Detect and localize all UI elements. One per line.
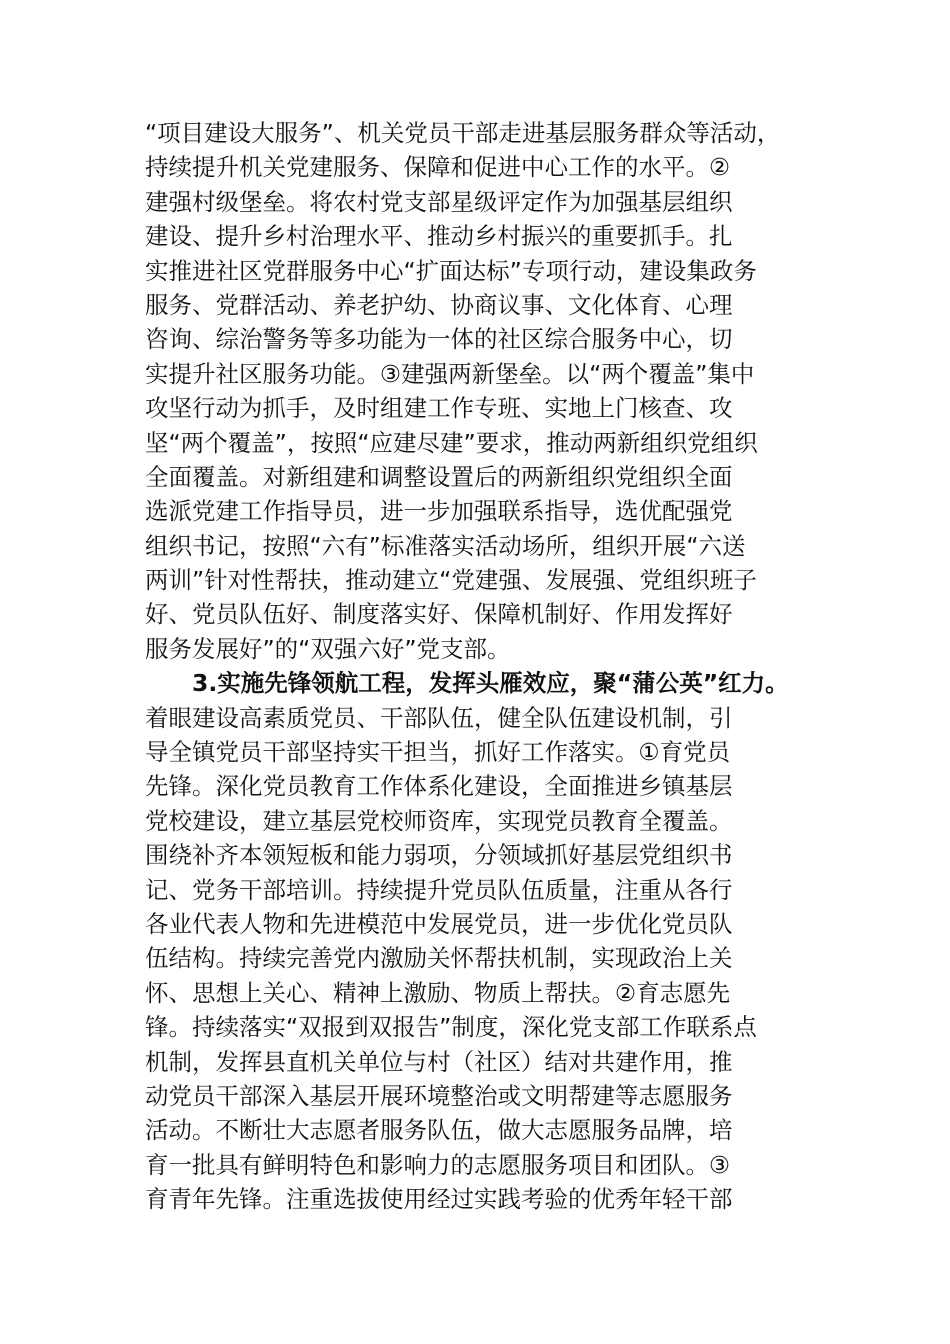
text-line-9: 攻坚行动为抓手，及时组建工作专班、实地上门核查、攻 [145, 394, 733, 423]
text-line-6: 服务、党群活动、养老护幼、协商议事、文化体育、心理 [145, 290, 733, 319]
text-line-22: 围绕补齐本领短板和能力弱项，分领域抓好基层党组织书 [145, 841, 733, 870]
text-line-13: 组织书记，按照“六有”标准落实活动场所，组织开展“六送 [145, 531, 746, 560]
text-line-5: 实推进社区党群服务中心“扩面达标”专项行动，建设集政务 [145, 256, 757, 285]
text-line-23: 记、党务干部培训。持续提升党员队伍质量，注重从各行 [145, 875, 733, 904]
text-line-7: 咨询、综治警务等多功能为一体的社区综合服务中心，切 [145, 325, 733, 354]
text-line-12: 选派党建工作指导员，进一步加强联系指导，选优配强党 [145, 497, 733, 526]
text-line-27: 锋。持续落实“双报到双报告”制度，深化党支部工作联系点 [145, 1013, 757, 1042]
body-text [145, 116, 835, 1217]
text-line-26: 怀、思想上关心、精神上激励、物质上帮扶。②育志愿先 [145, 978, 731, 1007]
text-line-29: 动党员干部深入基层开展环境整治或文明帮建等志愿服务 [145, 1081, 733, 1110]
text-line-24: 各业代表人物和先进模范中发展党员，进一步优化党员队 [145, 909, 733, 938]
text-line-32: 育青年先锋。注重选拔使用经过实践考验的优秀年轻干部 [145, 1185, 733, 1214]
text-line-8: 实提升社区服务功能。③建强两新堡垒。以“两个覆盖”集中 [145, 359, 755, 388]
text-line-16: 服务发展好”的“双强六好”党支部。 [145, 634, 511, 663]
text-line-15: 好、党员队伍好、制度落实好、保障机制好、作用发挥好 [145, 600, 733, 629]
text-line-18: 着眼建设高素质党员、干部队伍，健全队伍建设机制，引 [145, 703, 733, 732]
text-line-14: 两训”针对性帮扶，推动建立“党建强、发展强、党组织班子 [145, 566, 757, 595]
text-line-11: 全面覆盖。对新组建和调整设置后的两新组织党组织全面 [145, 462, 733, 491]
section-heading: 3.实施先锋领航工程，发挥头雁效应，聚“蒲公英”红力。 [192, 669, 789, 698]
text-line-20: 先锋。深化党员教育工作体系化建设，全面推进乡镇基层 [145, 772, 733, 801]
text-line-10: 坚“两个覆盖”，按照“应建尽建”要求，推动两新组织党组织 [145, 428, 758, 457]
text-line-30: 活动。不断壮大志愿者服务队伍，做大志愿服务品牌，培 [145, 1116, 733, 1145]
text-line-3: 建强村级堡垒。将农村党支部星级评定作为加强基层组织 [145, 187, 733, 216]
text-line-19: 导全镇党员干部坚持实干担当，抓好工作落实。①育党员 [145, 738, 731, 767]
text-line-25: 伍结构。持续完善党内激励关怀帮扶机制，实现政治上关 [145, 944, 733, 973]
text-line-1: “项目建设大服务”、机关党员干部走进基层服务群众等活动， [145, 119, 781, 147]
text-line-21: 党校建设，建立基层党校师资库，实现党员教育全覆盖。 [145, 806, 733, 835]
text-line-28: 机制，发挥县直机关单位与村（社区）结对共建作用，推 [145, 1047, 733, 1076]
text-line-4: 建设、提升乡村治理水平、推动乡村振兴的重要抓手。扎 [145, 222, 733, 251]
text-line-31: 育一批具有鲜明特色和影响力的志愿服务项目和团队。③ [145, 1150, 731, 1179]
text-line-2: 持续提升机关党建服务、保障和促进中心工作的水平。② [145, 153, 731, 182]
